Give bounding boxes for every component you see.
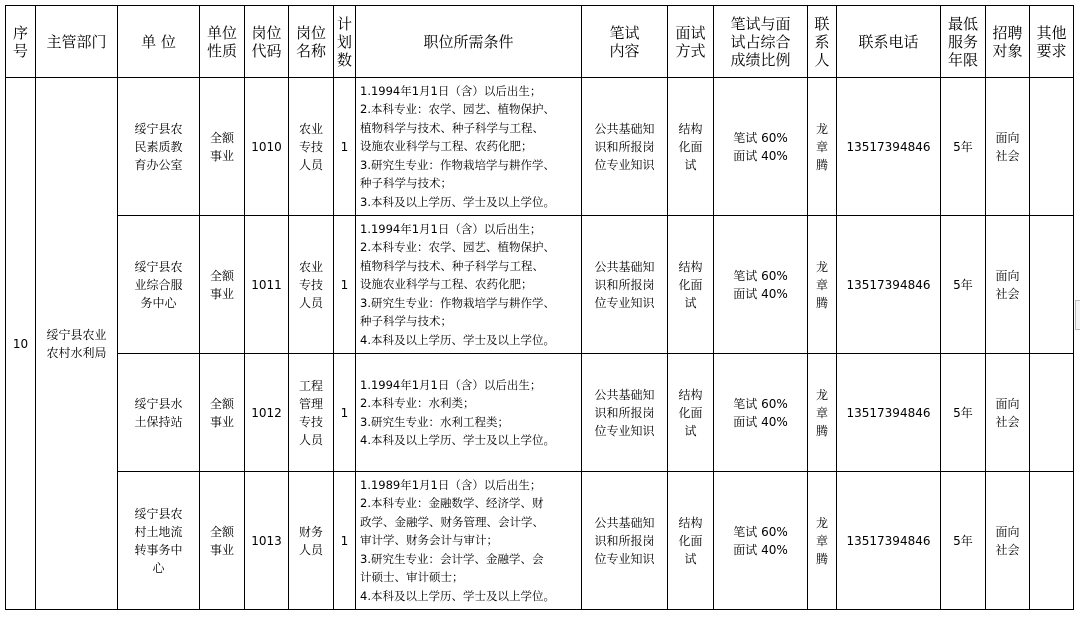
text-line: 人员: [298, 157, 323, 172]
cell-interview: [668, 216, 714, 354]
text-line: 化面: [678, 533, 703, 548]
text-line: 公共基础知: [594, 515, 655, 530]
text-line: 专技: [298, 139, 323, 154]
cell-other: [1030, 354, 1074, 472]
text-line: 事业: [209, 148, 234, 163]
table-row: [6, 472, 1074, 610]
text-line: 社会: [995, 414, 1020, 429]
text-line: 全额: [209, 524, 234, 539]
condition-line: 2.本科专业：农学、园艺、植物保护、: [360, 102, 555, 117]
text-line: 腾: [815, 295, 828, 310]
header-min-service: [941, 6, 986, 78]
text-line: 岗位: [251, 23, 282, 42]
text-line: 招聘: [992, 23, 1023, 42]
recruitment-table-container: [5, 5, 1074, 610]
text-line: 公共基础知: [594, 121, 655, 136]
cell-code: [245, 216, 289, 354]
header-target: [986, 6, 1030, 78]
text-line: 试: [684, 551, 697, 566]
header-phone: [837, 6, 941, 78]
cell-unit-type: [200, 472, 245, 610]
condition-line: 3.研究生专业：水利工程类；: [360, 414, 509, 429]
text-line: 1: [340, 405, 349, 420]
cell-min-service: [941, 472, 986, 610]
cell-name: [289, 78, 334, 216]
text-line: 面试 40%: [733, 414, 788, 429]
text-line: 联系电话: [858, 32, 919, 51]
text-line: 绥宁县水: [134, 396, 183, 411]
text-line: 面向: [995, 396, 1020, 411]
text-line: 对象: [992, 41, 1023, 60]
text-line: 面向: [995, 268, 1020, 283]
cell-target: [986, 354, 1030, 472]
cell-plan: [334, 216, 356, 354]
text-line: 成绩比例: [730, 50, 791, 69]
text-line: 5年: [953, 405, 973, 420]
condition-line: 3.研究生专业：作物栽培学与耕作学、: [360, 157, 555, 172]
text-line: 面试 40%: [733, 542, 788, 557]
text-line: 人员: [298, 295, 323, 310]
text-line: 内容: [609, 41, 640, 60]
text-line: 识和所报岗: [594, 533, 655, 548]
text-line: 龙: [815, 387, 828, 402]
text-line: 章: [815, 533, 828, 548]
text-line: 5年: [953, 533, 973, 548]
text-line: 划: [336, 32, 352, 51]
cell-written: [582, 216, 668, 354]
condition-line: 1.1994年1月1日（含）以后出生；: [360, 377, 542, 392]
text-line: 13517394846: [846, 277, 931, 292]
text-line: 务中心: [140, 295, 177, 310]
text-line: 化面: [678, 405, 703, 420]
text-line: 公共基础知: [594, 259, 655, 274]
text-line: 单位: [206, 23, 237, 42]
cell-min-service: [941, 216, 986, 354]
text-line: 绥宁县农: [134, 259, 183, 274]
text-line: 全额: [209, 396, 234, 411]
condition-line: 植物科学与技术、种子科学与工程、: [360, 258, 544, 273]
text-line: 面向: [995, 130, 1020, 145]
text-line: 面试 40%: [733, 148, 788, 163]
text-line: 民素质教: [134, 139, 183, 154]
text-line: 龙: [815, 121, 828, 136]
text-line: 位专业知识: [594, 295, 655, 310]
text-line: 笔试: [609, 23, 640, 42]
cell-phone: [837, 354, 941, 472]
cell-name: [289, 472, 334, 610]
cell-dept: [36, 78, 118, 610]
text-line: 结构: [678, 515, 703, 530]
text-line: 专技: [298, 277, 323, 292]
text-line: 人员: [298, 542, 323, 557]
text-line: 公共基础知: [594, 387, 655, 402]
text-line: 年限: [947, 50, 978, 69]
text-line: 系: [814, 32, 830, 51]
text-line: 性质: [206, 41, 237, 60]
condition-line: 3.本科及以上学历、学士及以上学位。: [360, 194, 555, 209]
condition-line: 4.本科及以上学历、学士及以上学位。: [360, 588, 555, 603]
condition-line: 2.本科专业：金融数学、经济学、财: [360, 496, 544, 511]
text-line: 事业: [209, 414, 234, 429]
text-line: 腾: [815, 551, 828, 566]
text-line: 位专业知识: [594, 551, 655, 566]
header-name: [289, 6, 334, 78]
text-line: 1011: [251, 277, 282, 292]
text-line: 农业: [298, 121, 323, 136]
cell-unit: [118, 354, 200, 472]
cell-ratio: [714, 472, 808, 610]
cell-contact: [808, 354, 837, 472]
cell-contact: [808, 78, 837, 216]
text-line: 结构: [678, 259, 703, 274]
text-line: 面向: [995, 524, 1020, 539]
cell-min-service: [941, 354, 986, 472]
text-line: 职位所需条件: [423, 32, 514, 51]
cell-conditions: [356, 216, 582, 354]
text-line: 5年: [953, 139, 973, 154]
text-line: 章: [815, 405, 828, 420]
text-line: 笔试 60%: [733, 130, 788, 145]
cell-unit-type: [200, 216, 245, 354]
text-line: 其他: [1036, 23, 1067, 42]
cell-other: [1030, 472, 1074, 610]
text-line: 土保持站: [134, 414, 183, 429]
text-line: 工程: [298, 378, 323, 393]
text-line: 最低: [947, 14, 978, 33]
table-header: [6, 6, 1074, 78]
text-line: 心: [152, 560, 165, 575]
cell-other: [1030, 216, 1074, 354]
text-line: 村土地流: [134, 524, 183, 539]
text-line: 服务: [947, 32, 978, 51]
cell-unit: [118, 216, 200, 354]
text-line: 试: [684, 423, 697, 438]
cell-interview: [668, 78, 714, 216]
text-line: 社会: [995, 286, 1020, 301]
text-line: 联: [814, 14, 830, 33]
text-line: 计: [336, 14, 352, 33]
text-line: 绥宁县农业: [46, 327, 107, 342]
text-line: 1013: [251, 533, 282, 548]
header-code: [245, 6, 289, 78]
header-written: [582, 6, 668, 78]
text-line: 育办公室: [134, 157, 183, 172]
cell-unit-type: [200, 354, 245, 472]
cell-unit-type: [200, 78, 245, 216]
text-line: 事业: [209, 542, 234, 557]
text-line: 5年: [953, 277, 973, 292]
cell-name: [289, 216, 334, 354]
cell-seq: [6, 78, 36, 610]
text-line: 位专业知识: [594, 423, 655, 438]
text-line: 笔试 60%: [733, 396, 788, 411]
cell-target: [986, 216, 1030, 354]
condition-line: 设施农业科学与工程、农药化肥；: [360, 139, 533, 154]
header-unit-type: [200, 6, 245, 78]
header-dept: [36, 6, 118, 78]
text-line: 绥宁县农: [134, 506, 183, 521]
text-line: 社会: [995, 542, 1020, 557]
table-body: [6, 78, 1074, 610]
condition-line: 4.本科及以上学历、学士及以上学位。: [360, 432, 555, 447]
cell-target: [986, 472, 1030, 610]
cell-unit: [118, 472, 200, 610]
text-line: 笔试与面: [730, 14, 791, 33]
text-line: 13517394846: [846, 139, 931, 154]
text-line: 1010: [251, 139, 282, 154]
text-line: 位专业知识: [594, 157, 655, 172]
cell-plan: [334, 472, 356, 610]
window-edge-handle: [1075, 300, 1080, 330]
cell-conditions: [356, 78, 582, 216]
text-line: 腾: [815, 423, 828, 438]
text-line: 人: [814, 50, 830, 69]
condition-line: 2.本科专业：农学、园艺、植物保护、: [360, 240, 555, 255]
text-line: 序: [12, 23, 28, 42]
condition-line: 4.本科及以上学历、学士及以上学位。: [360, 332, 555, 347]
cell-code: [245, 354, 289, 472]
text-line: 农村水利局: [46, 345, 107, 360]
text-line: 笔试 60%: [733, 524, 788, 539]
text-line: 10: [12, 336, 29, 351]
text-line: 结构: [678, 121, 703, 136]
text-line: 试: [684, 295, 697, 310]
text-line: 单 位: [141, 32, 176, 51]
cell-plan: [334, 354, 356, 472]
text-line: 章: [815, 139, 828, 154]
condition-line: 政学、金融学、财务管理、会计学、: [360, 514, 544, 529]
cell-code: [245, 472, 289, 610]
text-line: 1012: [251, 405, 282, 420]
condition-line: 设施农业科学与工程、农药化肥；: [360, 277, 533, 292]
cell-target: [986, 78, 1030, 216]
text-line: 要求: [1036, 41, 1067, 60]
text-line: 业综合服: [134, 277, 183, 292]
text-line: 1: [340, 277, 349, 292]
condition-line: 种子科学与技术；: [360, 314, 452, 329]
condition-line: 3.研究生专业：作物栽培学与耕作学、: [360, 295, 555, 310]
text-line: 财务: [298, 524, 323, 539]
text-line: 转事务中: [134, 542, 183, 557]
text-line: 号: [12, 41, 28, 60]
text-line: 全额: [209, 130, 234, 145]
text-line: 化面: [678, 277, 703, 292]
cell-contact: [808, 216, 837, 354]
cell-ratio: [714, 216, 808, 354]
recruitment-table: [5, 5, 1074, 610]
header-contact: [808, 6, 837, 78]
text-line: 面试: [675, 23, 706, 42]
text-line: 全额: [209, 268, 234, 283]
header-conditions: [356, 6, 582, 78]
text-line: 13517394846: [846, 405, 931, 420]
cell-written: [582, 78, 668, 216]
table-row: [6, 354, 1074, 472]
text-line: 绥宁县农: [134, 121, 183, 136]
text-line: 识和所报岗: [594, 139, 655, 154]
cell-interview: [668, 472, 714, 610]
cell-other: [1030, 78, 1074, 216]
condition-line: 1.1989年1月1日（含）以后出生；: [360, 478, 542, 493]
text-line: 化面: [678, 139, 703, 154]
cell-written: [582, 472, 668, 610]
header-other: [1030, 6, 1074, 78]
condition-line: 1.1994年1月1日（含）以后出生；: [360, 222, 542, 237]
text-line: 1: [340, 139, 349, 154]
text-line: 管理: [298, 396, 323, 411]
table-row: [6, 216, 1074, 354]
cell-conditions: [356, 354, 582, 472]
header-seq: [6, 6, 36, 78]
text-line: 专技: [298, 414, 323, 429]
cell-plan: [334, 78, 356, 216]
text-line: 龙: [815, 515, 828, 530]
text-line: 数: [336, 50, 352, 69]
cell-code: [245, 78, 289, 216]
text-line: 代码: [251, 41, 282, 60]
text-line: 方式: [675, 41, 706, 60]
text-line: 农业: [298, 259, 323, 274]
header-plan: [334, 6, 356, 78]
cell-unit: [118, 78, 200, 216]
text-line: 1: [340, 533, 349, 548]
cell-ratio: [714, 78, 808, 216]
text-line: 社会: [995, 148, 1020, 163]
text-line: 面试 40%: [733, 286, 788, 301]
text-line: 试: [684, 157, 697, 172]
text-line: 试占综合: [730, 32, 791, 51]
cell-contact: [808, 472, 837, 610]
header-interview: [668, 6, 714, 78]
condition-line: 1.1994年1月1日（含）以后出生；: [360, 84, 542, 99]
text-line: 章: [815, 277, 828, 292]
table-row: [6, 78, 1074, 216]
cell-conditions: [356, 472, 582, 610]
text-line: 笔试 60%: [733, 268, 788, 283]
text-line: 13517394846: [846, 533, 931, 548]
condition-line: 3.研究生专业：会计学、金融学、会: [360, 551, 544, 566]
condition-line: 审计学、财务会计与审计；: [360, 533, 498, 548]
text-line: 人员: [298, 432, 323, 447]
header-unit: [118, 6, 200, 78]
condition-line: 计硕士、审计硕士；: [360, 570, 464, 585]
text-line: 事业: [209, 286, 234, 301]
text-line: 结构: [678, 387, 703, 402]
cell-phone: [837, 472, 941, 610]
cell-phone: [837, 216, 941, 354]
cell-ratio: [714, 354, 808, 472]
condition-line: 种子科学与技术；: [360, 176, 452, 191]
text-line: 名称: [295, 41, 326, 60]
text-line: 识和所报岗: [594, 405, 655, 420]
text-line: 龙: [815, 259, 828, 274]
condition-line: 植物科学与技术、种子科学与工程、: [360, 120, 544, 135]
cell-min-service: [941, 78, 986, 216]
text-line: 主管部门: [46, 32, 107, 51]
text-line: 岗位: [295, 23, 326, 42]
cell-interview: [668, 354, 714, 472]
cell-phone: [837, 78, 941, 216]
cell-written: [582, 354, 668, 472]
cell-name: [289, 354, 334, 472]
header-ratio: [714, 6, 808, 78]
text-line: 腾: [815, 157, 828, 172]
text-line: 识和所报岗: [594, 277, 655, 292]
condition-line: 2.本科专业：水利类；: [360, 396, 475, 411]
